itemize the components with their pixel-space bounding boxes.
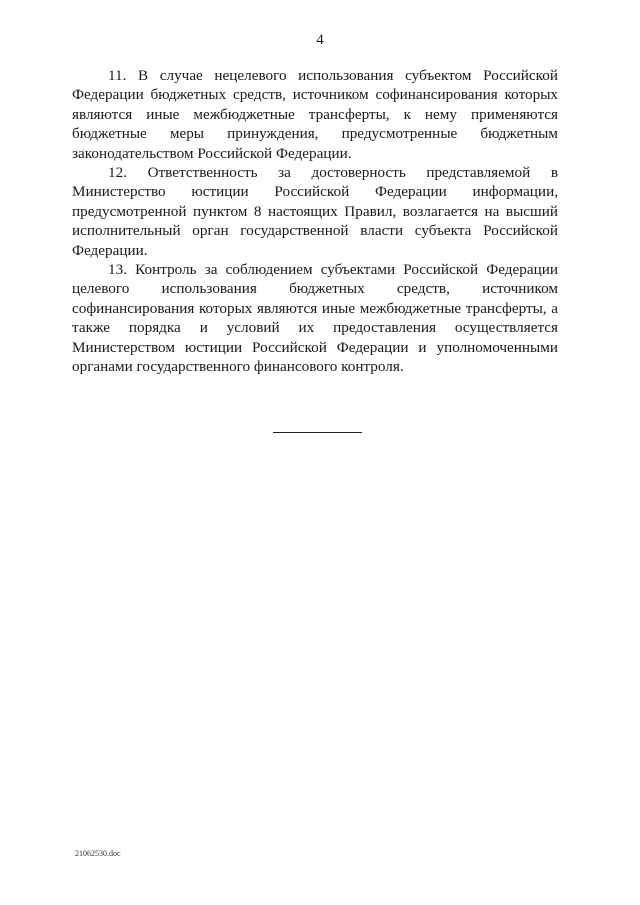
- paragraph-11: 11. В случае нецелевого использования субъектом Российской Федерации бюджетных средств, источником софинансирования которых являются иные межбюджетные трансферты, к нему применяются бюджетные меры принуждения, предусмотренные бюджетным законодательством Российской Федерации.: [72, 67, 558, 162]
- paragraph-13: 13. Контроль за соблюдением субъектами Российской Федерации целевого использования бюджетных средств, источником софинансирования которых являются иные межбюджетные трансферты, а также порядка и условий их предоставления осуществляется Министерством юстиции Российской Федерации и уполномоченными органами государственного финансового контроля.: [72, 261, 558, 376]
- file-reference: 21062530.doc: [75, 849, 121, 858]
- page-number: 4: [316, 32, 324, 48]
- end-separator-line: [273, 432, 362, 433]
- paragraph-12: 12. Ответственность за достоверность представляемой в Министерство юстиции Российской Федерации информации, предусмотренной пунктом 8 настоящих Правил, возлагается на высший исполнительный орган государственной власти субъекта Российской Федерации.: [72, 164, 558, 259]
- document-body: [72, 66, 558, 377]
